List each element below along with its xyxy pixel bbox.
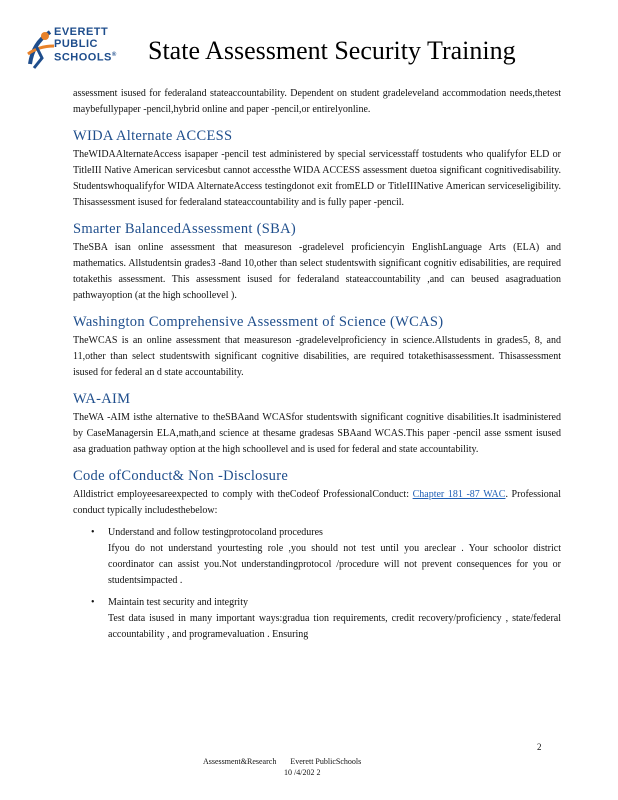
section-body-sba: TheSBA isan online assessment that measureson -gradelevel proficiencyin EnglishLanguage Arts (ELA) and mathematics. Allstudentsin grades3 -8and 10,other than select studentswith significant cognitiv edisabilities, are required totakethis assessment. This assessment isused for federaland stateaccountability ,and can beused asagraduation pathwayoption (at the high schoollevel ). — [73, 242, 561, 301]
page-title: State Assessment Security Training — [148, 36, 516, 65]
list-item-detail: Ifyou do not understand yourtesting role ,you should not test until you areclear . Your schoolor district coordinator can assist you.Not understandingprotocol /procedure will not prevent consequences for you or studentsimpacted . — [108, 543, 561, 586]
list-item-label: Maintain test security and integrity — [108, 597, 248, 608]
list-item — [73, 525, 561, 589]
section-heading-conduct: Code ofConduct& Non -Disclosure — [73, 468, 289, 484]
section-heading-wcas: Washington Comprehensive Assessment of Science (WCAS) — [73, 314, 444, 330]
logo-swoosh-icon — [26, 24, 56, 72]
page-number: 2 — [537, 742, 542, 752]
section-heading-sba: Smarter BalancedAssessment (SBA) — [73, 221, 297, 237]
footer-org: Everett PublicSchools — [290, 757, 362, 766]
bullet-icon: • — [91, 527, 95, 538]
section-body-wida: TheWIDAAlternateAccess isapaper -pencil test administered by special servicesstaff tostudents who qualifyfor ELD or TitleIII Native American servicesbut cannot accessthe WIDA ACCESS assessment duetoa significant cognitivedisability. Studentswhoqualifyfor WIDA AlternateAccess testingdonot exit fromELD or TitleIIINative American serviceseligibility. Thisassessment isused for federaland stateaccountability and is fully paper -pencil. — [73, 149, 561, 208]
wac-chapter-link[interactable]: Chapter 181 -87 WAC — [412, 489, 506, 500]
section-heading-wida: WIDA Alternate ACCESS — [73, 128, 233, 144]
logo-text: EVERETT PUBLIC SCHOOLS® — [54, 26, 117, 64]
list-item-detail: Test data isused in many important ways:gradua tion requirements, credit recovery/proficiency , state/federal accountability , and programevaluation . Ensuring — [108, 613, 561, 640]
footer-dept: Assessment&Research — [203, 757, 277, 766]
district-logo — [26, 24, 141, 72]
bullet-icon: • — [91, 597, 95, 608]
section-heading-wa-aim: WA-AIM — [73, 391, 131, 407]
conduct-intro: Alldistrict employeesareexpected to comply with theCodeof ProfessionalConduct: Chapter 181 -87 WAC. Professional conduct typically includesthebelow: — [73, 489, 561, 516]
document-body — [73, 86, 561, 649]
list-item-label: Understand and follow testingprotocoland procedures — [108, 527, 323, 538]
intro-paragraph: assessment isused for federaland stateaccountability. Dependent on student gradeleveland accommodation needs,thetest maybefullypaper -pencil,hybrid online and paper -pencil,or entirelyonline. — [73, 88, 561, 115]
section-body-wcas: TheWCAS is an online assessment that measureson -gradelevelproficiency in science.Allstudents in grades5, 8, and 11,other than select studentswith significant cognitive disabilities, are required totakethisassessment. Thisassessment isused for federal an d state accountability. — [73, 335, 561, 378]
footer — [203, 755, 361, 768]
section-body-wa-aim: TheWA -AIM isthe alternative to theSBAand WCASfor studentswith significant cognitive disabilities.It isadministered by CaseManagersin ELA,math,and science at thesame gradesas SBAand WCAS.This paper -pencil asse ssment isused asa graduation pathway option at the high schoollevel and is used for federal and state accountability. — [73, 412, 561, 455]
list-item — [73, 595, 561, 643]
footer-date: 10 /4/202 2 — [284, 768, 321, 777]
conduct-list — [73, 525, 561, 643]
